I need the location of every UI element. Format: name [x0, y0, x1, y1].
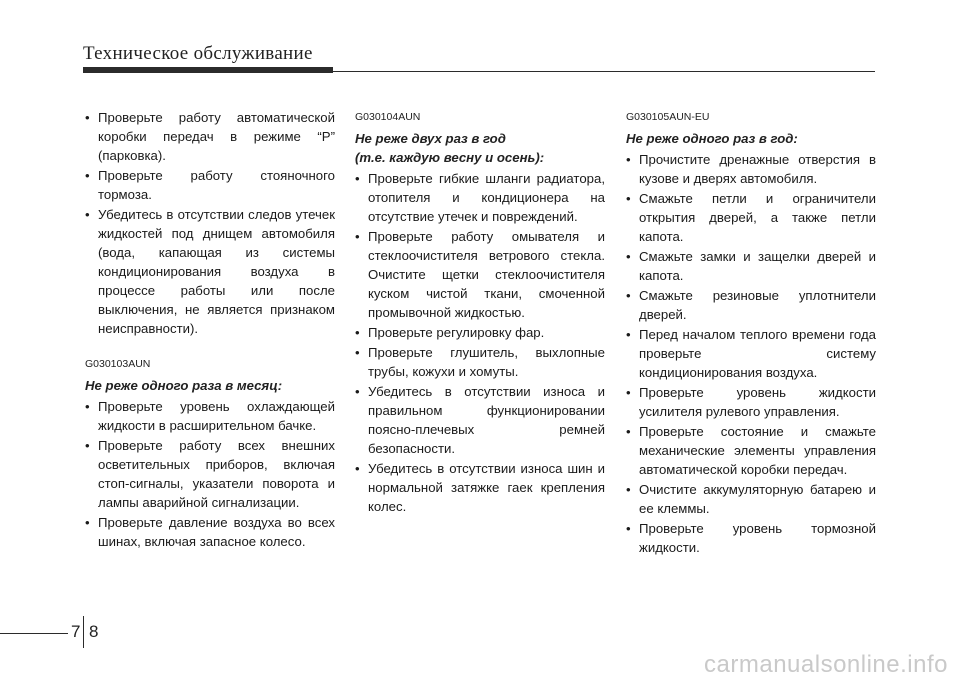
- section-heading-sub: (т.е. каждую весну и осень):: [355, 150, 545, 165]
- list-item: • Проверьте работу всех внешних осветительных приборов, включая стоп-сигналы, указатели поворота и лампы аварийной сигнализации.: [85, 436, 335, 512]
- list-item: • Проверьте давление воздуха во всех шинах, включая запасное колесо.: [85, 513, 335, 551]
- footer-rule: [0, 633, 68, 634]
- list-item: • Смажьте замки и защелки дверей и капота.: [626, 247, 876, 285]
- list-item: • Убедитесь в отсутствии износа и правильном функционировании поясно-плечевых ремней безопасности.: [355, 382, 605, 458]
- list-item: • Проверьте работу стояночного тормоза.: [85, 166, 335, 204]
- list-item: • Прочистите дренажные отверстия в кузове и дверях автомобиля.: [626, 150, 876, 188]
- section-heading: Не реже одного раза в месяц:: [85, 378, 283, 393]
- watermark: carmanualsonline.info: [704, 651, 948, 678]
- list-item: • Смажьте петли и ограничители открытия дверей, а также петли капота.: [626, 189, 876, 246]
- section-heading: Не реже двух раз в год: [355, 131, 506, 146]
- section-code: G030105AUN-EU: [626, 111, 710, 123]
- page-number: 8: [89, 622, 99, 641]
- header-rule: [333, 71, 875, 72]
- list-item: • Проверьте уровень тормозной жидкости.: [626, 519, 876, 557]
- monthly-section: [85, 355, 335, 551]
- checklist: [626, 150, 876, 557]
- page-title: Техническое обслуживание: [83, 43, 313, 64]
- list-item: • Очистите аккумуляторную батарею и ее клеммы.: [626, 480, 876, 518]
- list-item: • Убедитесь в отсутствии следов утечек жидкостей под днищем автомобиля (вода, капающая из системы кондиционирования воздуха в процессе работы или после выключения, не является признаком неисправности).: [85, 205, 335, 338]
- list-item: • Проверьте регулировку фар.: [355, 323, 605, 342]
- list-item: • Смажьте резиновые уплотнители дверей.: [626, 286, 876, 324]
- column-2: [355, 108, 605, 517]
- list-item: • Проверьте глушитель, выхлопные трубы, кожухи и хомуты.: [355, 343, 605, 381]
- page-section-number: 7: [71, 622, 81, 641]
- checklist: [85, 397, 335, 551]
- list-item: • Перед началом теплого времени года проверьте систему кондиционирования воздуха.: [626, 325, 876, 382]
- section-heading: Не реже одного раз в год:: [626, 131, 798, 146]
- page-number-divider: [83, 616, 84, 648]
- list-item: • Проверьте гибкие шланги радиатора, отопителя и кондиционера на отсутствие утечек и повреждений.: [355, 169, 605, 226]
- list-item: • Проверьте уровень охлаждающей жидкости в расширительном бачке.: [85, 397, 335, 435]
- checklist: [85, 108, 335, 338]
- list-item: • Проверьте состояние и смажьте механические элементы управления автоматической коробки передач.: [626, 422, 876, 479]
- list-item: • Убедитесь в отсутствии износа шин и нормальной затяжке гаек крепления колес.: [355, 459, 605, 516]
- header-bar: [83, 67, 333, 73]
- list-item: • Проверьте уровень жидкости усилителя рулевого управления.: [626, 383, 876, 421]
- section-code: G030103AUN: [85, 358, 151, 370]
- section-code: G030104AUN: [355, 111, 421, 123]
- checklist: [355, 169, 605, 516]
- list-item: • Проверьте работу автоматической коробки передач в режиме “P” (парковка).: [85, 108, 335, 165]
- column-3: [626, 108, 876, 558]
- list-item: • Проверьте работу омывателя и стеклоочистителя ветрового стекла. Очистите щетки стеклоочистителя куском чистой ткани, смоченной промывочной жидкостью.: [355, 227, 605, 322]
- column-1: [85, 108, 335, 552]
